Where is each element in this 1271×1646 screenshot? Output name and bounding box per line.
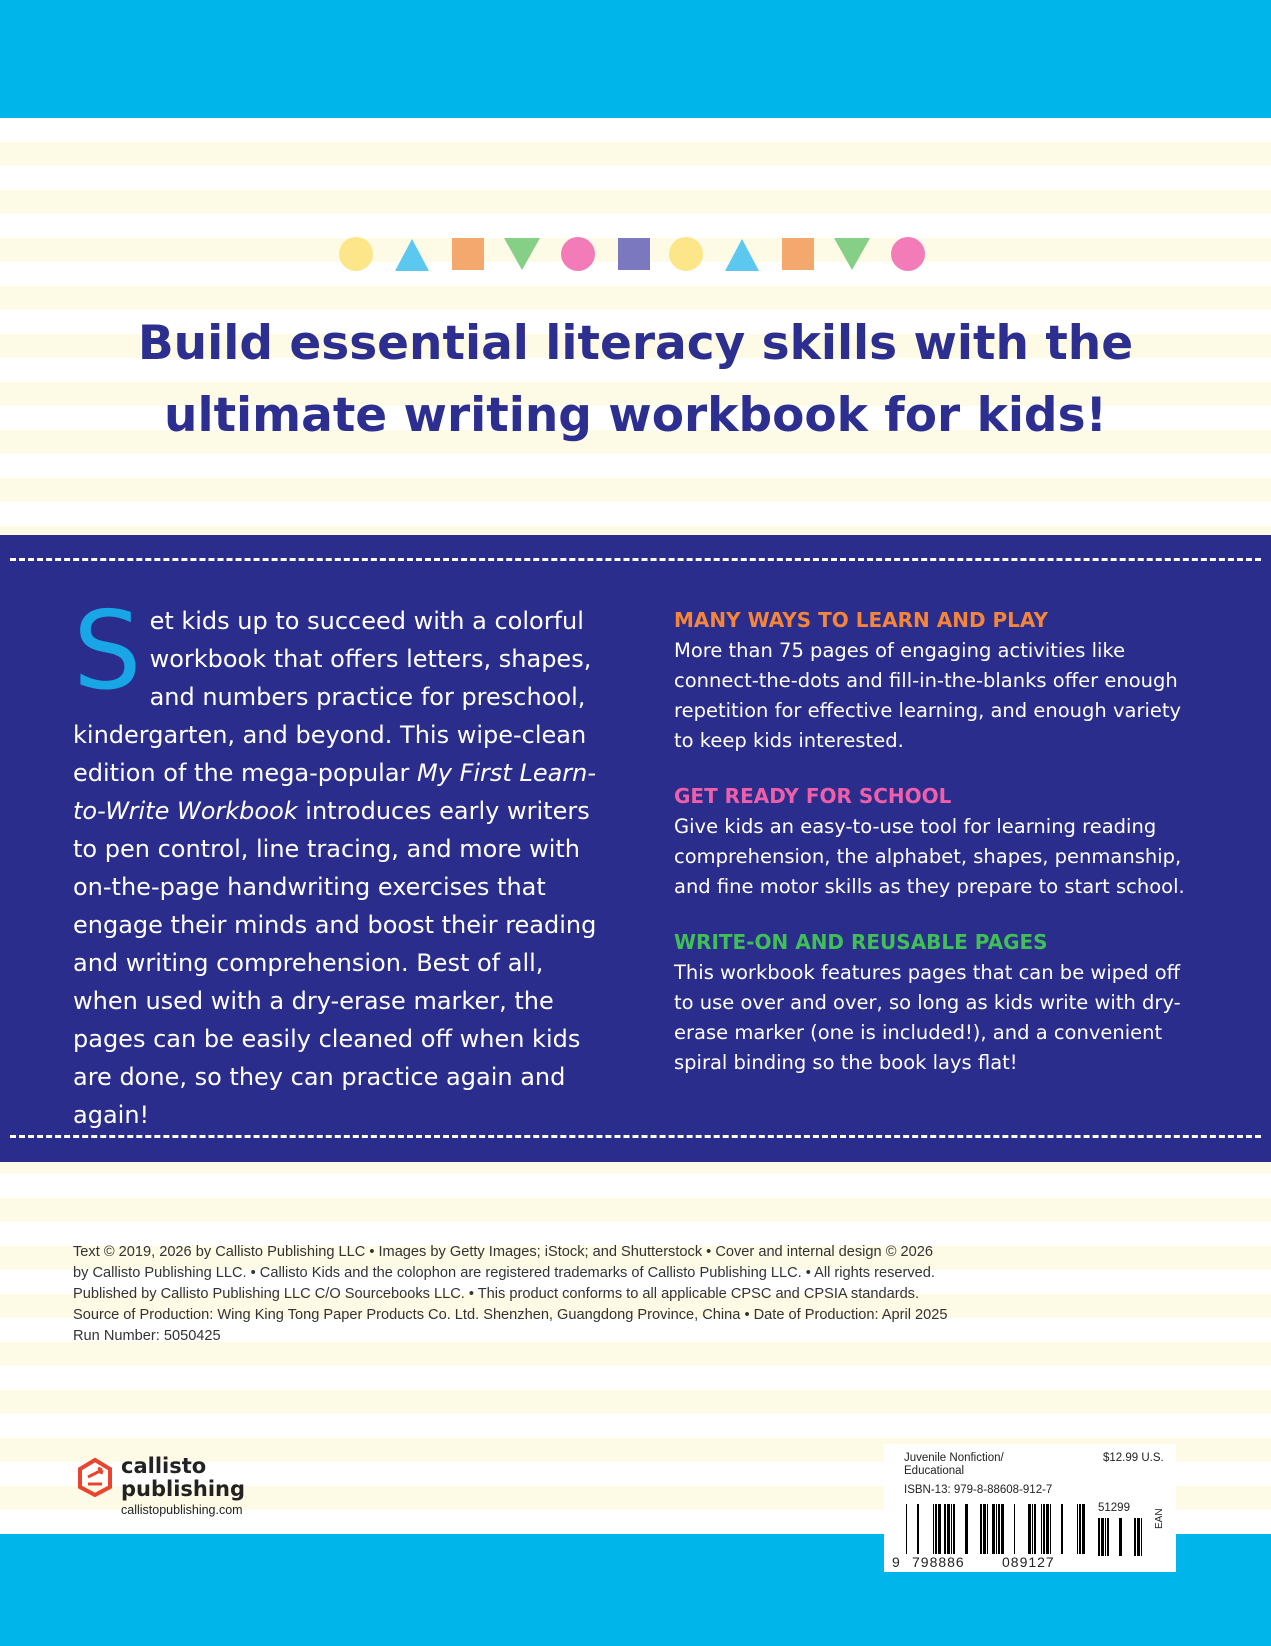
barcode-ean-label: EAN xyxy=(1154,1508,1165,1529)
barcode-bar xyxy=(917,1504,919,1554)
feature-heading: GET READY FOR SCHOOL xyxy=(674,784,952,808)
feature-body: More than 75 pages of engaging activities like connect-the-dots and fill-in-the-blanks offer enough repetition for effective learning, and enough variety to keep kids interested. xyxy=(674,639,1182,752)
barcode-bar xyxy=(998,1504,1000,1554)
barcode-isbn: ISBN-13: 979-8-88608-912-7 xyxy=(904,1484,1053,1496)
publisher-name-line-1: callisto xyxy=(121,1454,207,1478)
legal-line: Published by Callisto Publishing LLC C/O Sourcebooks LLC. • This product conforms to all applicable CPSC and CPSIA standards. xyxy=(73,1286,920,1302)
barcode-bar xyxy=(1107,1518,1109,1556)
square-shape xyxy=(452,238,484,270)
barcode-bar xyxy=(947,1504,950,1554)
legal-line: Run Number: 5050425 xyxy=(73,1328,221,1344)
intro-text-after-title: introduces early writers to pen control, line tracing, and more with on-the-page handwriting exercises that engage their minds and boost their reading and writing comprehension. Best of all, when used with a dry-erase marker, the pages can be easily cleaned off when kids are done, so they can practice again and again! xyxy=(73,797,597,1129)
triangle-shape xyxy=(725,239,759,271)
barcode-bar xyxy=(1032,1504,1033,1554)
barcode-bar xyxy=(1119,1518,1122,1556)
feature-list xyxy=(674,606,1194,1104)
barcode-bar xyxy=(965,1504,968,1554)
dashed-divider-top xyxy=(10,558,1261,561)
barcode-bar xyxy=(1050,1504,1051,1554)
decorative-shape-row xyxy=(0,234,1271,274)
barcode-bar xyxy=(1001,1504,1004,1554)
barcode-bar xyxy=(1043,1504,1045,1554)
barcode-category: Juvenile Nonfiction/ Educational xyxy=(904,1452,1004,1477)
barcode-price: $12.99 U.S. xyxy=(1103,1452,1164,1464)
barcode-bar xyxy=(906,1504,907,1554)
publisher-name xyxy=(121,1455,245,1501)
circle-shape xyxy=(561,237,595,271)
publisher-logo xyxy=(76,1455,296,1517)
publisher-name-line-2: publishing xyxy=(121,1477,246,1501)
feature-item xyxy=(674,606,1194,756)
isbn-barcode xyxy=(906,1504,1090,1554)
triangle-shape xyxy=(395,239,429,271)
barcode-bar xyxy=(933,1504,934,1554)
triangle-down-shape xyxy=(834,238,870,270)
circle-shape xyxy=(669,237,703,271)
barcode-bar xyxy=(1034,1504,1036,1554)
barcode-bar xyxy=(1014,1504,1015,1554)
barcode-digit-group-1: 798886 xyxy=(912,1554,965,1570)
barcode-box xyxy=(884,1444,1176,1572)
headline-line-1: Build essential literacy skills with the xyxy=(137,316,1134,371)
headline-line-2: ultimate writing workbook for kids! xyxy=(164,388,1107,443)
price-barcode xyxy=(1096,1518,1148,1556)
barcode-bar xyxy=(953,1504,955,1554)
barcode-bar xyxy=(987,1504,988,1554)
barcode-bar xyxy=(951,1504,952,1554)
barcode-bar xyxy=(1079,1504,1081,1554)
barcode-digit-group-2: 089127 xyxy=(1002,1554,1055,1570)
legal-line: Source of Production: Wing King Tong Paper Products Co. Ltd. Shenzhen, Guangdong Province, China • Date of Production: April 2025 xyxy=(73,1307,948,1323)
feature-item xyxy=(674,782,1194,902)
barcode-bar xyxy=(1041,1504,1042,1554)
headline xyxy=(0,308,1271,452)
barcode-bar xyxy=(1082,1504,1085,1554)
publisher-url: callistopublishing.com xyxy=(121,1503,243,1517)
barcode-bar xyxy=(944,1504,946,1554)
barcode-digit-first: 9 xyxy=(892,1554,901,1570)
drop-cap: S xyxy=(73,589,142,714)
dashed-divider-bottom xyxy=(10,1135,1261,1138)
intro-paragraph xyxy=(73,589,613,1134)
barcode-bar xyxy=(1077,1504,1078,1554)
barcode-bar xyxy=(935,1504,937,1554)
feature-heading: MANY WAYS TO LEARN AND PLAY xyxy=(674,608,1048,632)
intro-text-before-title: et kids up to succeed with a colorful workbook that offers letters, shapes, and numbers practice for preschool, kindergarten, and beyond. This wipe-clean edition of the mega-popular xyxy=(73,607,592,787)
barcode-supplement-number: 51299 xyxy=(1098,1502,1130,1514)
barcode-bar xyxy=(992,1504,995,1554)
feature-body: This workbook features pages that can be wiped off to use over and over, so long as kids write with dry-erase marker (one is included!), and a convenient spiral binding so the book lays flat! xyxy=(674,961,1181,1074)
square-shape xyxy=(782,238,814,270)
description-panel xyxy=(0,535,1271,1162)
barcode-bar xyxy=(996,1504,997,1554)
feature-item xyxy=(674,928,1194,1078)
legal-line: by Callisto Publishing LLC. • Callisto Kids and the colophon are registered trademarks of Callisto Publishing LLC. • All rights reserved. xyxy=(73,1265,935,1281)
book-title: My First Learn-to-Write Workbook xyxy=(73,759,597,825)
barcode-bar xyxy=(1046,1504,1049,1554)
barcode-bar xyxy=(1137,1518,1140,1556)
top-color-band xyxy=(0,0,1271,118)
barcode-bar xyxy=(980,1504,982,1554)
barcode-bar xyxy=(938,1504,941,1554)
feature-heading: WRITE-ON AND REUSABLE PAGES xyxy=(674,930,1048,954)
circle-shape xyxy=(891,237,925,271)
square-shape xyxy=(618,238,650,270)
circle-shape xyxy=(339,237,373,271)
legal-line: Text © 2019, 2026 by Callisto Publishing LLC • Images by Getty Images; iStock; and Shutterstock • Cover and internal design © 2026 xyxy=(73,1244,933,1260)
barcode-bar xyxy=(1105,1518,1106,1556)
barcode-bar xyxy=(1098,1518,1100,1556)
barcode-bar xyxy=(1028,1504,1031,1554)
triangle-down-shape xyxy=(504,238,540,270)
barcode-bar xyxy=(983,1504,986,1554)
barcode-bar xyxy=(1101,1518,1104,1556)
barcode-bar xyxy=(1141,1518,1142,1556)
legal-copyright-block xyxy=(73,1242,1033,1347)
feature-body: Give kids an easy-to-use tool for learning reading comprehension, the alphabet, shapes, penmanship, and fine motor skills as they prepare to start school. xyxy=(674,815,1185,898)
callisto-colophon-icon xyxy=(76,1457,114,1497)
barcode-bar xyxy=(1061,1504,1063,1554)
barcode-bar xyxy=(1134,1518,1136,1556)
